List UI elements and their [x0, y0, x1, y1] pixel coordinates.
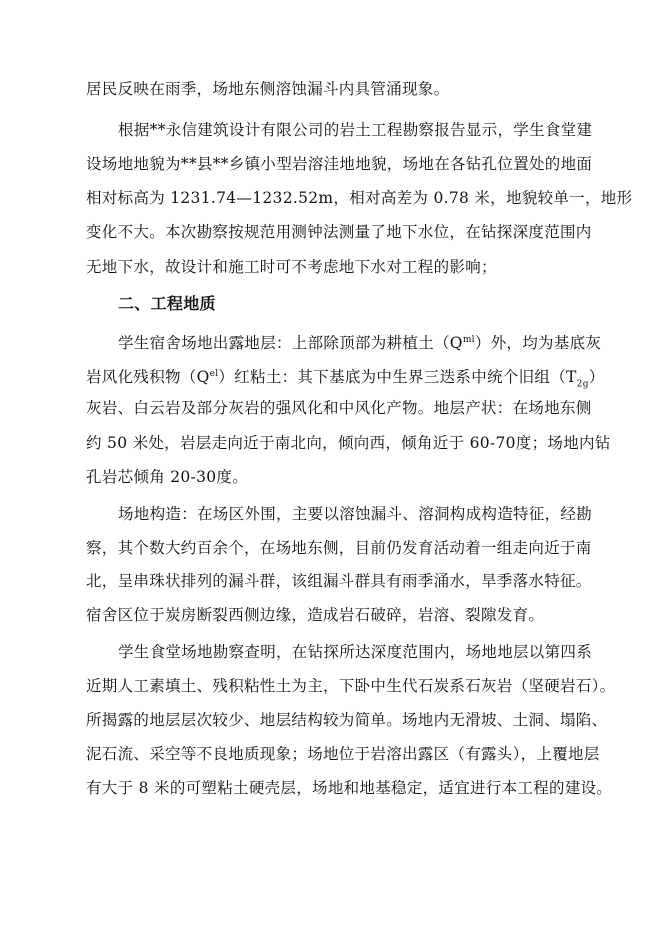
- text-span: 岩风化残积物（Q: [86, 368, 210, 387]
- paragraph-line: 近期人工素填土、残积粘性土为主，下卧中生代石炭系石灰岩（坚硬岩石）。: [86, 677, 616, 695]
- paragraph-line: 无地下水，故设计和施工时可不考虑地下水对工程的影响；: [86, 258, 497, 276]
- paragraph-line: 学生食堂场地勘察查明，在钻探所达深度范围内，场地地层以第四系: [118, 643, 593, 661]
- paragraph-line: [118, 330, 601, 353]
- paragraph-line: 场地构造：在场区外围，主要以溶蚀漏斗、溶洞构成构造特征，经勘: [118, 505, 593, 523]
- paragraph-line: 相对标高为 1231.74—1232.52m，相对高差为 0.78 米，地貌较单一，地形: [86, 189, 633, 207]
- section-heading: 二、工程地质: [118, 294, 216, 313]
- paragraph-line: 变化不大。本次勘察按规范用测钟法测量了地下水位，在钻探深度范围内: [86, 223, 592, 241]
- paragraph-line: 根据**永信建筑设计有限公司的岩土工程勘察报告显示，学生食堂建: [118, 121, 593, 139]
- text-span: ）: [588, 368, 605, 387]
- paragraph-line: 设场地地貌为**县**乡镇小型岩溶洼地地貌，场地在各钻孔位置处的地面: [86, 155, 593, 173]
- text-span: ）红粘土：其下基底为中生界三迭系中统个旧组（T: [218, 368, 577, 387]
- paragraph-line: 约 50 米处，岩层走向近于南北向，倾向西，倾角近于 60-70度；场地内钻: [86, 434, 611, 452]
- subscript: 2g: [576, 379, 589, 390]
- paragraph-line: 所揭露的地层层次较少、地层结构较为简单。场地内无滑坡、土洞、塌陷、: [86, 711, 608, 729]
- paragraph-line: 泥石流、采空等不良地质现象；场地位于岩溶出露区（有露头），上覆地层: [86, 745, 600, 763]
- paragraph-line: 宿舍区位于炭房断裂西侧边缘，造成岩石破碎，岩溶、裂隙发育。: [86, 606, 545, 624]
- paragraph-line: 居民反映在雨季，场地东侧溶蚀漏斗内具管涌现象。: [86, 80, 450, 98]
- paragraph-line: [86, 364, 605, 394]
- paragraph-line: 北，呈串珠状排列的漏斗群，该组漏斗群具有雨季涌水，旱季落水特征。: [86, 572, 592, 590]
- paragraph-line: 察，其个数大约百余个，在场地东侧，目前仍发育活动着一组走向近于南: [86, 539, 592, 557]
- superscript: ml: [462, 335, 475, 345]
- paragraph-line: 灰岩、白云岩及部分灰岩的强风化和中风化产物。地层产状：在场地东侧: [86, 399, 592, 417]
- text-span: ）外，均为基底灰: [474, 334, 602, 353]
- text-span: 学生宿舍场地出露地层：上部除顶部为耕植土（Q: [118, 334, 463, 353]
- paragraph-line: 孔岩芯倾角 20-30度。: [86, 468, 249, 486]
- paragraph-line: 有大于 8 米的可塑粘土硬壳层，场地和地基稳定，适宜进行本工程的建设。: [86, 779, 613, 797]
- superscript: el: [209, 369, 219, 379]
